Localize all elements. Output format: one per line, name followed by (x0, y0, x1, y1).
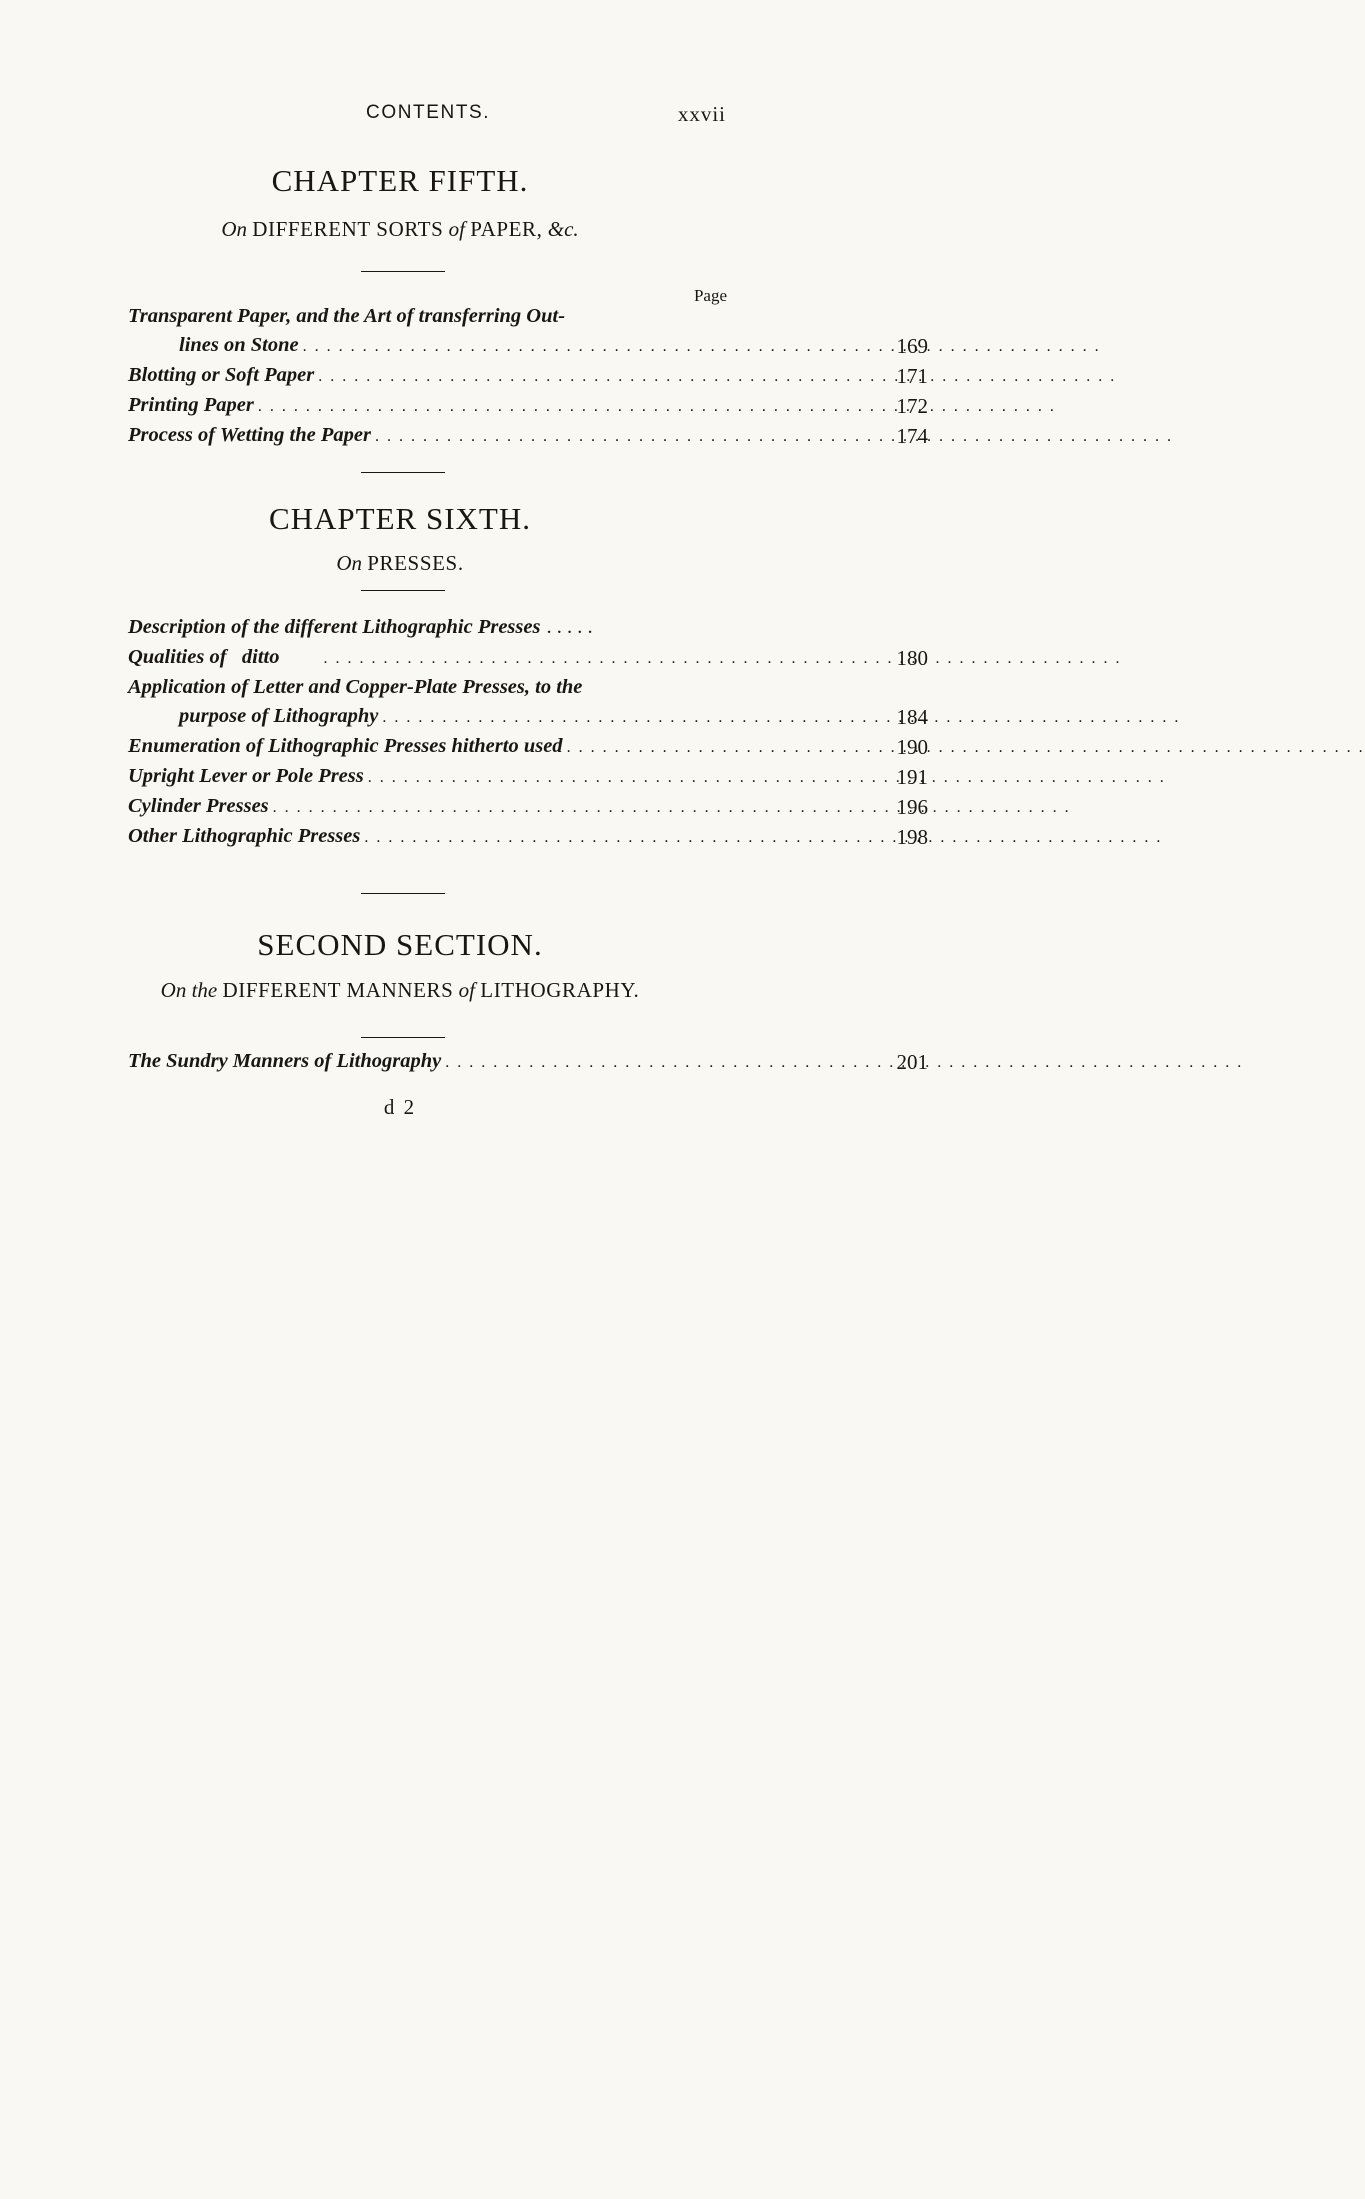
toc-entry-title: Enumeration of Lithographic Presses hitherto used (128, 735, 563, 757)
toc-entry-page: 169 (896, 334, 928, 358)
second-section-title: SECOND SECTION. (257, 927, 543, 962)
toc-entry (128, 705, 928, 733)
divider-rule (361, 893, 445, 894)
divider-rule (361, 472, 445, 473)
toc-entry (128, 334, 928, 362)
toc-entry-page: 190 (896, 735, 928, 759)
subtitle-tail: LITHOGRAPHY. (480, 978, 640, 1002)
divider-rule (361, 1037, 445, 1038)
toc-entry-page: 172 (896, 394, 928, 418)
toc-entry-title: Printing Paper (128, 394, 254, 416)
subtitle-tail: PAPER, (470, 217, 543, 241)
toc-entry-page: 191 (896, 765, 928, 789)
toc-entry-page: 171 (896, 364, 928, 388)
divider-rule (361, 271, 445, 272)
subtitle-of: of (448, 217, 465, 241)
subtitle-of: of (458, 978, 476, 1002)
toc-entry-title: Other Lithographic Presses (128, 825, 361, 847)
toc-entry (128, 765, 928, 793)
chapter-fifth-title: CHAPTER FIFTH. (271, 163, 529, 198)
subtitle-etc: &c. (547, 217, 579, 241)
running-head-title: CONTENTS. (366, 102, 491, 123)
toc-entry-title: Upright Lever or Pole Press (128, 765, 364, 787)
running-head (0, 102, 800, 128)
subtitle-main: DIFFERENT SORTS (252, 217, 444, 241)
page-number-roman: xxvii (677, 102, 726, 126)
toc-entry-page: 196 (896, 795, 928, 819)
toc-entry-title: Qualities of ditto (128, 646, 280, 668)
toc-entry-title: Process of Wetting the Paper (128, 424, 371, 446)
chapter-sixth-subtitle (0, 551, 800, 576)
toc-entry-page: 184 (896, 705, 928, 729)
subtitle-on: On (221, 217, 247, 241)
toc-entry-title: The Sundry Manners of Lithography (128, 1050, 442, 1072)
toc-entry (128, 735, 928, 763)
toc-entry-title: purpose of Lithography (179, 705, 379, 727)
signature-mark: d 2 (383, 1095, 417, 1119)
page-column-label: Page (693, 286, 727, 305)
toc-entry (128, 305, 728, 333)
toc-entry (128, 616, 728, 644)
toc-entry (128, 394, 928, 422)
toc-entry-leader: . . . . . (546, 616, 593, 638)
second-section-subtitle (0, 978, 800, 1003)
toc-entry-title: Application of Letter and Copper-Plate Presses, to the (128, 676, 583, 698)
chapter-sixth-title: CHAPTER SIXTH. (268, 501, 531, 536)
toc-entry-page: 174 (896, 424, 928, 448)
toc-entry-title: Description of the different Lithographic Presses (128, 616, 541, 638)
toc-entry (128, 646, 928, 674)
toc-entry-title: lines on Stone (179, 334, 299, 356)
subtitle-on: On the (160, 978, 218, 1002)
toc-entry (128, 795, 928, 823)
toc-entry (128, 424, 928, 452)
toc-entry (128, 1050, 928, 1078)
toc-entry-page: 201 (896, 1050, 928, 1074)
subtitle-on: On (336, 551, 362, 575)
toc-entry-page: 198 (896, 825, 928, 849)
toc-entry-title: Cylinder Presses (128, 795, 269, 817)
toc-entry-title: Blotting or Soft Paper (128, 364, 315, 386)
subtitle-main: PRESSES. (367, 551, 464, 575)
divider-rule (361, 590, 445, 591)
chapter-fifth-subtitle (0, 217, 800, 242)
toc-entry-page: 180 (896, 646, 928, 670)
toc-entry (128, 364, 928, 392)
toc-entry (128, 676, 728, 704)
subtitle-main: DIFFERENT MANNERS (222, 978, 454, 1002)
toc-entry-title: Transparent Paper, and the Art of transferring Out- (128, 305, 566, 327)
toc-entry (128, 825, 928, 853)
book-page (0, 0, 928, 1149)
